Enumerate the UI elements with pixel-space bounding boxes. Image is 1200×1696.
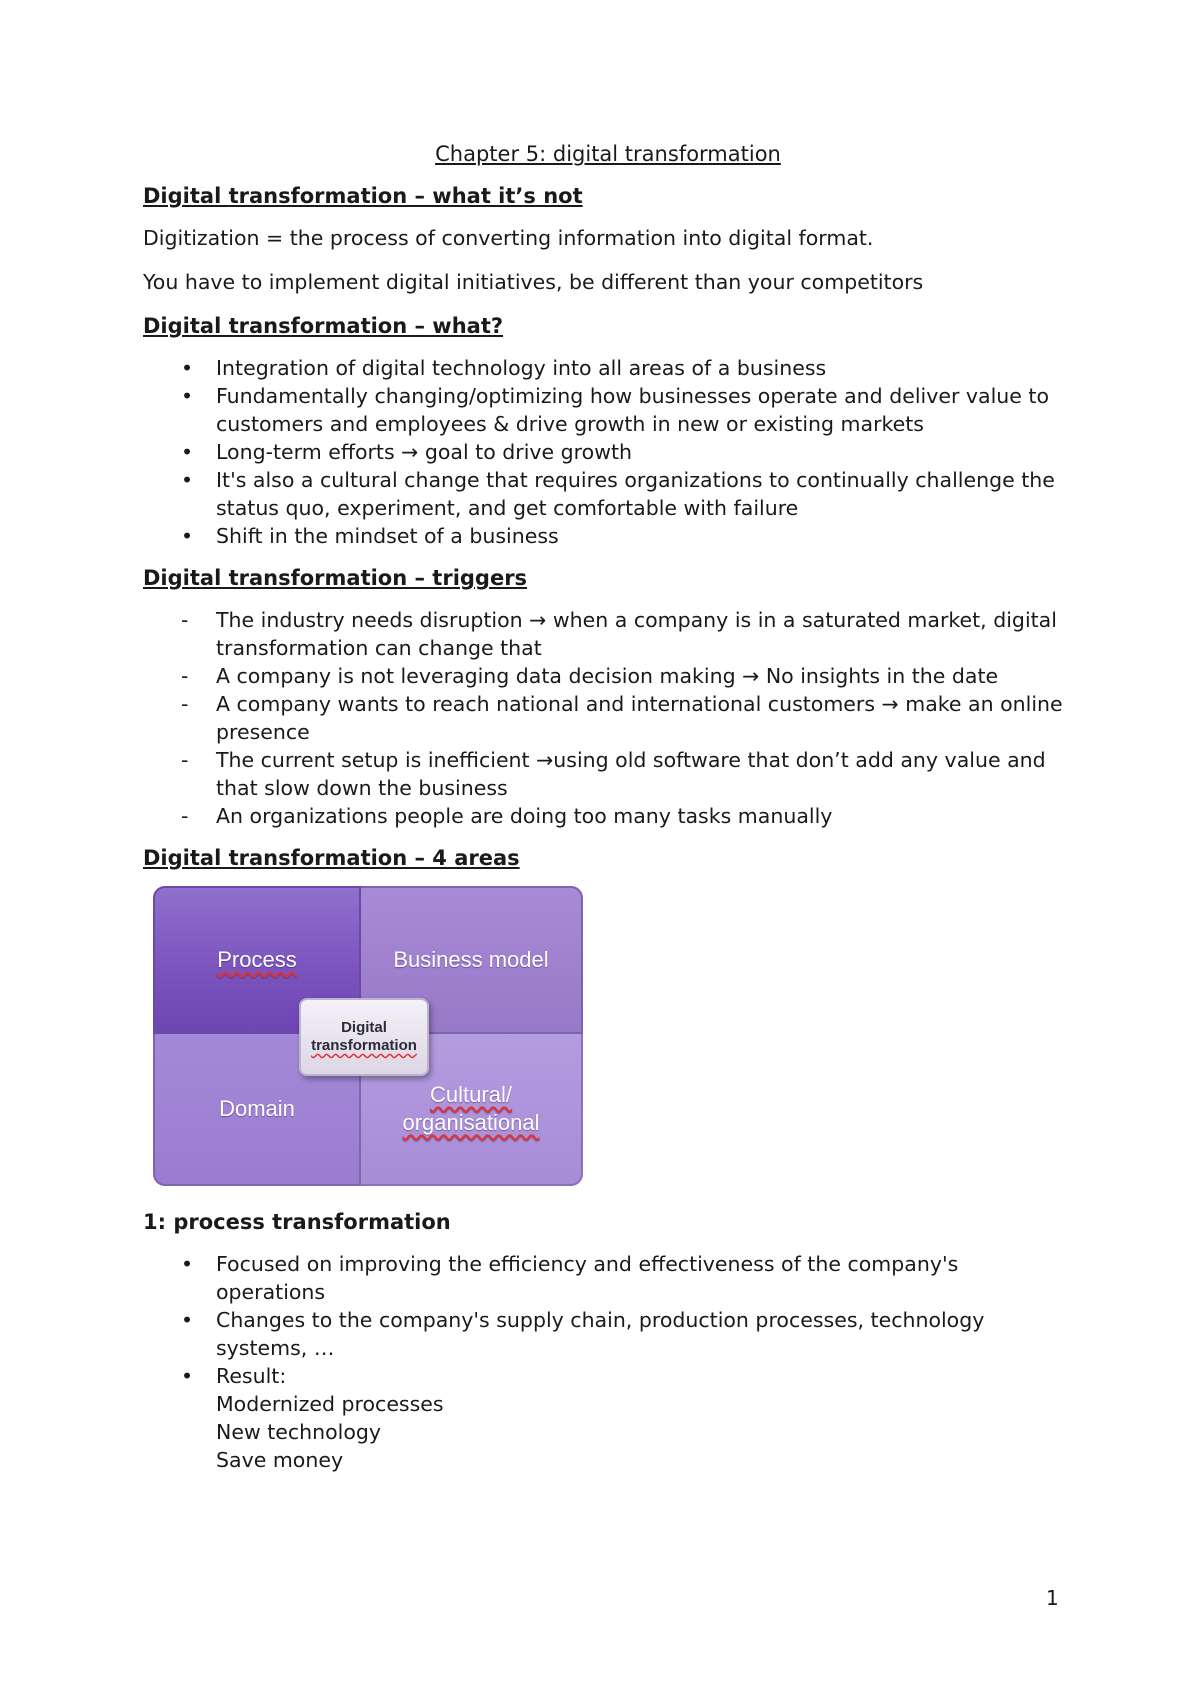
list-item (143, 466, 1073, 522)
page-content (143, 140, 1073, 1488)
section-heading-process-transformation: 1: process transformation (143, 1210, 451, 1234)
list-item-text: The industry needs disruption → when a company is in a saturated market, digital transformation can change that (216, 608, 1057, 660)
center-label-line1: Digital (341, 1019, 387, 1036)
result-item: Save money (216, 1448, 344, 1472)
bullet-marker: • (181, 1308, 194, 1332)
dash-marker: - (181, 692, 189, 716)
list-item (143, 354, 1073, 382)
list-item-text: Fundamentally changing/optimizing how businesses operate and deliver value to customers and employees & drive growth in new or existing markets (216, 384, 1049, 436)
list-item (143, 662, 1073, 690)
list-item-text: A company is not leveraging data decision making → No insights in the date (216, 664, 999, 688)
bullet-marker: • (181, 440, 194, 464)
list-item-text: It's also a cultural change that requires organizations to continually challenge the status quo, experiment, and get comfortable with failure (216, 468, 1055, 520)
list-item-text: Shift in the mindset of a business (216, 524, 559, 548)
center-label-line2: transformation (311, 1037, 417, 1054)
list-item (143, 690, 1073, 746)
triggers-list (143, 606, 1073, 830)
dash-marker: - (181, 748, 189, 772)
paragraph-digitization: Digitization = the process of converting information into digital format. (143, 226, 874, 250)
bullet-marker: • (181, 468, 194, 492)
bullet-marker: • (181, 1252, 194, 1276)
list-item-text: Focused on improving the efficiency and effectiveness of the company's operations (216, 1252, 959, 1304)
list-item (143, 802, 1073, 830)
quadrant-label-business-model: Business model (393, 947, 549, 972)
result-label: Result: (216, 1364, 287, 1388)
what-list (143, 354, 1073, 550)
bullet-marker: • (181, 1364, 194, 1388)
result-item: New technology (216, 1420, 382, 1444)
section-heading-triggers: Digital transformation – triggers (143, 566, 528, 590)
dash-marker: - (181, 608, 189, 632)
list-item (143, 746, 1073, 802)
list-item-text: The current setup is inefficient →using old software that don’t add any value and that slow down the business (216, 748, 1046, 800)
section-heading-areas: Digital transformation – 4 areas (143, 846, 520, 870)
list-item (143, 606, 1073, 662)
list-item-text: Long-term efforts → goal to drive growth (216, 440, 632, 464)
list-item (143, 1306, 1073, 1362)
page-title: Chapter 5: digital transformation (435, 142, 781, 166)
bullet-marker: • (181, 384, 194, 408)
list-item (143, 382, 1073, 438)
list-item (143, 1250, 1073, 1306)
section-heading-not: Digital transformation – what it’s not (143, 184, 583, 208)
four-areas-diagram (153, 886, 583, 1186)
quadrant-label-cultural-line2: organisational (402, 1110, 540, 1135)
bullet-marker: • (181, 524, 194, 548)
center-box-digital-transformation (299, 998, 429, 1076)
section-heading-what: Digital transformation – what? (143, 314, 504, 338)
quadrant-label-cultural-line1: Cultural/ (430, 1082, 512, 1107)
dash-marker: - (181, 664, 189, 688)
quadrant-label-domain: Domain (219, 1096, 295, 1121)
paragraph-initiatives: You have to implement digital initiatives, be different than your competitors (143, 270, 924, 294)
list-item-text: Changes to the company's supply chain, production processes, technology systems, … (216, 1308, 985, 1360)
quadrant-label-cultural (403, 1081, 540, 1137)
quadrant-label-process: Process (217, 947, 297, 972)
list-item (143, 522, 1073, 550)
list-item (143, 438, 1073, 466)
list-item-text: An organizations people are doing too many tasks manually (216, 804, 833, 828)
bullet-marker: • (181, 356, 194, 380)
list-item-text: Integration of digital technology into all areas of a business (216, 356, 827, 380)
list-item-text: A company wants to reach national and international customers → make an online presence (216, 692, 1063, 744)
list-item (143, 1362, 1073, 1474)
page-number: 1 (1046, 1586, 1059, 1610)
result-item: Modernized processes (216, 1392, 444, 1416)
dash-marker: - (181, 804, 189, 828)
process-transformation-list (143, 1250, 1073, 1474)
